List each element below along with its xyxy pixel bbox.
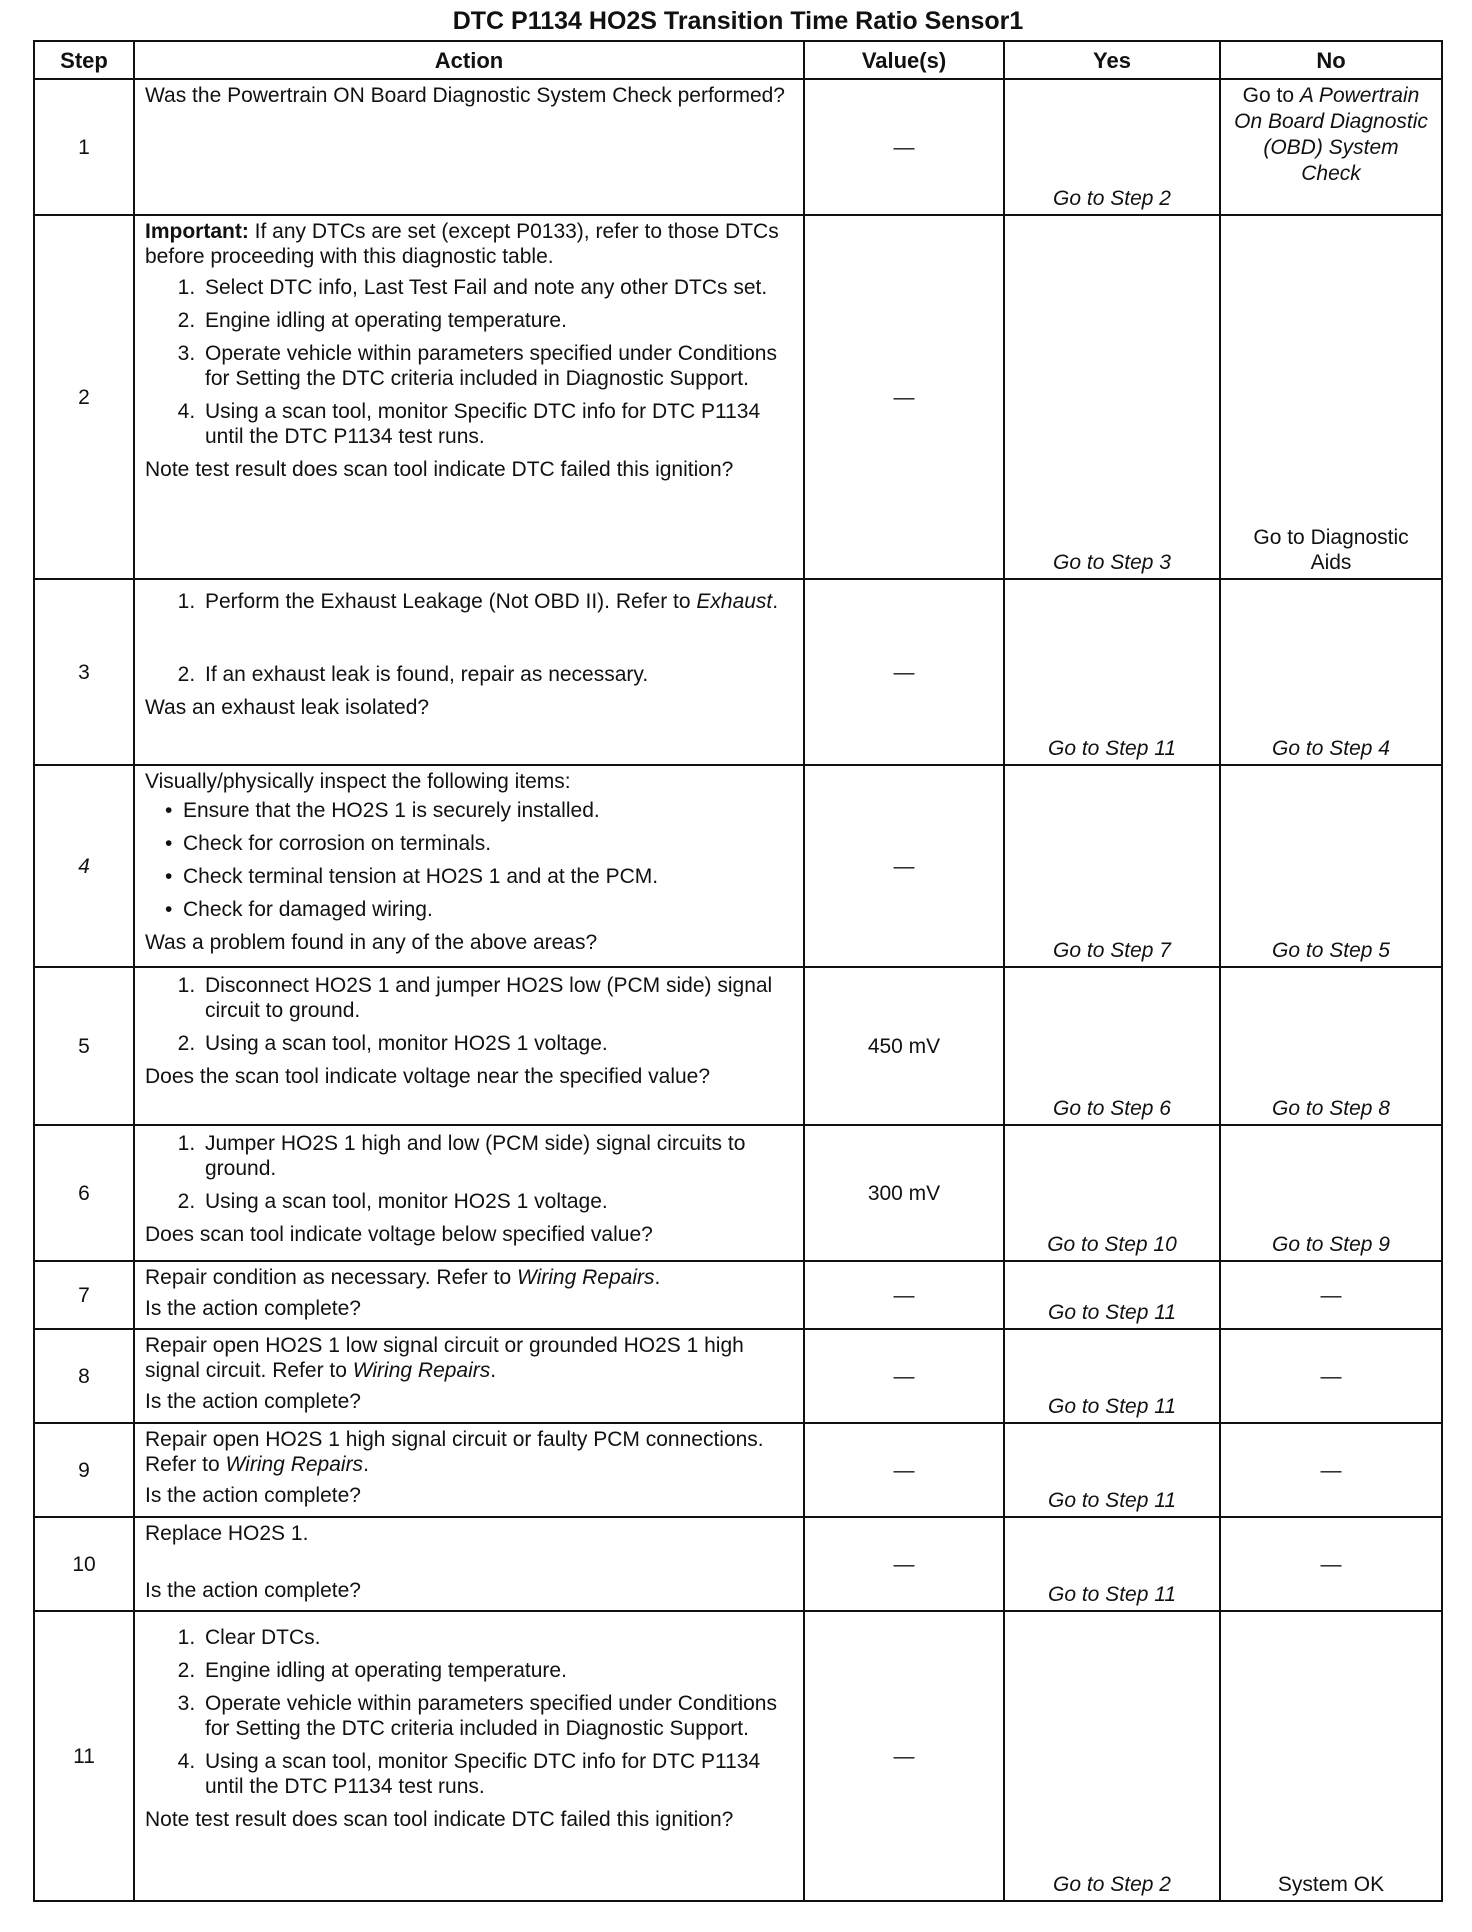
list-item: • Check terminal tension at HO2S 1 and at the PCM. (183, 864, 793, 889)
action-text-body: Repair condition as necessary. Refer to (145, 1266, 517, 1289)
procedure-list (145, 973, 793, 1056)
no-cell: — (1220, 1261, 1442, 1329)
value-cell: — (804, 1423, 1004, 1517)
step-number: 8 (34, 1329, 134, 1423)
action-text-end: . (490, 1359, 497, 1382)
step-number: 5 (34, 967, 134, 1125)
yes-cell (1004, 1423, 1220, 1517)
yes-goto: Go to Step 11 (1047, 1395, 1177, 1418)
no-cell (1220, 765, 1442, 967)
no-goto: Go to Step 9 (1272, 1233, 1390, 1256)
action-question: Does scan tool indicate voltage below specified value? (145, 1223, 653, 1246)
yes-cell (1004, 1517, 1220, 1611)
wiring-repairs-reference: Wiring Repairs (516, 1266, 655, 1289)
header-step: Step (34, 41, 134, 79)
step-number: 2 (34, 215, 134, 579)
action-question: Was an exhaust leak isolated? (145, 696, 430, 719)
yes-goto: Go to Step 2 (1053, 187, 1171, 210)
list-item-end: . (772, 590, 779, 613)
action-cell (134, 765, 804, 967)
table-row-step-5 (34, 967, 1442, 1125)
action-question: Is the action complete? (145, 1297, 361, 1320)
table-row-step-11 (34, 1611, 1442, 1901)
value-cell: — (804, 215, 1004, 579)
action-text (145, 1265, 793, 1290)
action-question: Note test result does scan tool indicate DTC failed this ignition? (145, 458, 734, 481)
action-cell (134, 1517, 804, 1611)
list-item: 2. If an exhaust leak is found, repair as necessary. (201, 662, 793, 687)
list-item: 2. Engine idling at operating temperature. (201, 1658, 793, 1683)
list-item: 2. Engine idling at operating temperature. (201, 308, 793, 333)
list-item: 3. Operate vehicle within parameters specified under Conditions for Setting the DTC criteria included in Diagnostic Support. (201, 1691, 793, 1741)
procedure-list (145, 1625, 793, 1799)
action-question: Was the Powertrain ON Board Diagnostic System Check performed? (145, 84, 785, 107)
step-number: 9 (34, 1423, 134, 1517)
procedure-list (145, 1131, 793, 1214)
no-cell (1220, 579, 1442, 765)
yes-goto: Go to Step 11 (1047, 1583, 1177, 1606)
yes-cell (1004, 1611, 1220, 1901)
yes-cell (1004, 215, 1220, 579)
table-row-step-3 (34, 579, 1442, 765)
table-row-step-10 (34, 1517, 1442, 1611)
yes-cell (1004, 765, 1220, 967)
yes-goto: Go to Step 11 (1047, 1489, 1177, 1512)
value-cell: 450 mV (804, 967, 1004, 1125)
no-cell: Go to Diagnostic Aids (1220, 215, 1442, 579)
no-goto-prefix: Go to (1242, 84, 1300, 107)
page-title: DTC P1134 HO2S Transition Time Ratio Sensor1 (452, 7, 1024, 35)
action-text (145, 1333, 793, 1383)
no-cell (1220, 967, 1442, 1125)
no-goto: Go to Step 5 (1272, 939, 1390, 962)
exhaust-reference: Exhaust (696, 590, 773, 613)
value-cell: — (804, 1329, 1004, 1423)
important-note (145, 219, 793, 269)
yes-cell (1004, 579, 1220, 765)
yes-goto: Go to Step 11 (1047, 737, 1177, 760)
list-item: 3. Operate vehicle within parameters specified under Conditions for Setting the DTC criteria included in Diagnostic Support. (201, 341, 793, 391)
step-number: 10 (34, 1517, 134, 1611)
list-item: 2. Using a scan tool, monitor HO2S 1 voltage. (201, 1031, 793, 1056)
header-values: Value(s) (804, 41, 1004, 79)
value-cell: — (804, 1517, 1004, 1611)
no-cell (1220, 1125, 1442, 1261)
list-item: 1. Clear DTCs. (201, 1625, 793, 1650)
list-item: 4. Using a scan tool, monitor Specific DTC info for DTC P1134 until the DTC P1134 test runs. (201, 1749, 793, 1799)
yes-cell (1004, 1261, 1220, 1329)
no-goto: Go to Step 4 (1272, 737, 1390, 760)
diagnostic-table (33, 40, 1443, 1902)
value-cell: — (804, 1261, 1004, 1329)
yes-cell (1004, 1329, 1220, 1423)
action-question: Was a problem found in any of the above areas? (145, 931, 598, 954)
yes-goto: Go to Step 2 (1053, 1873, 1171, 1896)
wiring-repairs-reference: Wiring Repairs (225, 1453, 364, 1476)
step-number: 11 (34, 1611, 134, 1901)
table-row-step-7 (34, 1261, 1442, 1329)
yes-goto: Go to Step 7 (1053, 939, 1171, 962)
no-cell: System OK (1220, 1611, 1442, 1901)
yes-cell (1004, 1125, 1220, 1261)
action-cell (134, 79, 804, 215)
value-cell: — (804, 1611, 1004, 1901)
table-row-step-4 (34, 765, 1442, 967)
procedure-list (145, 275, 793, 449)
table-row-step-1 (34, 79, 1442, 215)
list-item-text: Perform the Exhaust Leakage (Not OBD II). Refer to (205, 590, 697, 613)
no-cell: — (1220, 1423, 1442, 1517)
yes-goto: Go to Step 10 (1047, 1233, 1177, 1256)
action-cell (134, 967, 804, 1125)
procedure-list (145, 589, 793, 687)
action-text-body: Repair open HO2S 1 high signal circuit or faulty PCM connections. Refer to (145, 1428, 764, 1476)
action-cell (134, 1125, 804, 1261)
action-text-body: Repair open HO2S 1 low signal circuit or grounded HO2S 1 high signal circuit. Refer to (145, 1334, 744, 1382)
action-cell (134, 1423, 804, 1517)
wiring-repairs-reference: Wiring Repairs (352, 1359, 491, 1382)
value-cell: — (804, 79, 1004, 215)
action-text-end: . (654, 1266, 661, 1289)
step-number: 4 (34, 765, 134, 967)
action-cell (134, 1261, 804, 1329)
list-item: • Check for damaged wiring. (183, 897, 793, 922)
list-item: • Ensure that the HO2S 1 is securely installed. (183, 798, 793, 823)
action-text: Replace HO2S 1. (145, 1522, 309, 1545)
value-cell: — (804, 765, 1004, 967)
table-row-step-2 (34, 215, 1442, 579)
yes-cell (1004, 967, 1220, 1125)
table-header-row (34, 41, 1442, 79)
list-item (201, 589, 793, 614)
table-row-step-9 (34, 1423, 1442, 1517)
no-goto: Go to Step 8 (1272, 1097, 1390, 1120)
table-row-step-6 (34, 1125, 1442, 1261)
inspect-intro: Visually/physically inspect the following items: (145, 770, 571, 793)
list-item: 4. Using a scan tool, monitor Specific DTC info for DTC P1134 until the DTC P1134 test runs. (201, 399, 793, 449)
yes-goto: Go to Step 11 (1047, 1301, 1177, 1324)
header-yes: Yes (1004, 41, 1220, 79)
step-number: 7 (34, 1261, 134, 1329)
no-cell: — (1220, 1517, 1442, 1611)
no-cell: — (1220, 1329, 1442, 1423)
action-text-end: . (363, 1453, 369, 1476)
header-action: Action (134, 41, 804, 79)
value-cell: 300 mV (804, 1125, 1004, 1261)
value-cell: — (804, 579, 1004, 765)
list-item: 1. Jumper HO2S 1 high and low (PCM side) signal circuits to ground. (201, 1131, 793, 1181)
action-text (145, 1427, 793, 1477)
action-question: Note test result does scan tool indicate DTC failed this ignition? (145, 1808, 734, 1831)
yes-cell (1004, 79, 1220, 215)
action-cell (134, 1611, 804, 1901)
step-number: 1 (34, 79, 134, 215)
no-goto-obd-check: A Powertrain On Board Diagnostic (OBD) System Check (1234, 84, 1428, 185)
header-no: No (1220, 41, 1442, 79)
action-cell (134, 1329, 804, 1423)
list-item: 1. Disconnect HO2S 1 and jumper HO2S low (PCM side) signal circuit to ground. (201, 973, 793, 1023)
action-question: Is the action complete? (145, 1390, 361, 1413)
step-number: 3 (34, 579, 134, 765)
action-question: Is the action complete? (145, 1484, 361, 1507)
action-question: Is the action complete? (145, 1579, 361, 1602)
yes-goto: Go to Step 3 (1053, 551, 1171, 574)
important-text: If any DTCs are set (except P0133), refer to those DTCs before proceeding with this diagnostic table. (145, 220, 779, 268)
important-label: Important: (145, 220, 249, 243)
yes-goto: Go to Step 6 (1053, 1097, 1171, 1120)
action-cell (134, 215, 804, 579)
action-cell (134, 579, 804, 765)
list-item: 2. Using a scan tool, monitor HO2S 1 voltage. (201, 1189, 793, 1214)
step-number: 6 (34, 1125, 134, 1261)
inspection-list (145, 798, 793, 922)
no-cell (1220, 79, 1442, 215)
action-question: Does the scan tool indicate voltage near the specified value? (145, 1065, 711, 1088)
list-item: • Check for corrosion on terminals. (183, 831, 793, 856)
list-item: 1. Select DTC info, Last Test Fail and note any other DTCs set. (201, 275, 793, 300)
table-row-step-8 (34, 1329, 1442, 1423)
